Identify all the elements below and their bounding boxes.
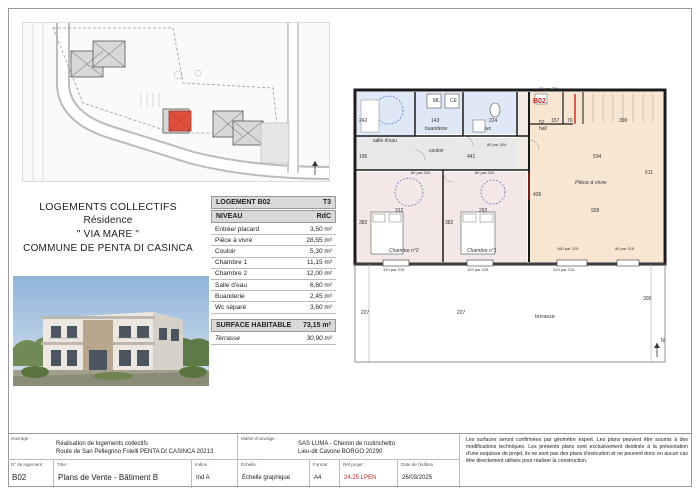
format-cell: [310, 460, 340, 488]
room-chambre2-label: Chambre n°2: [389, 248, 419, 254]
total-label: SURFACE HABITABLE: [216, 321, 292, 329]
echelle-value: Échelle graphique: [242, 475, 291, 481]
dim-label: 157: [551, 118, 560, 124]
dim-label: 227: [457, 310, 466, 316]
total-value: 73,15 m²: [302, 321, 331, 329]
floor-plan: [343, 80, 673, 372]
room-name: Wc séparé: [215, 303, 247, 311]
room-wc-label: wc: [485, 126, 492, 132]
room-salle-eau-label: salle d'eau: [373, 138, 397, 144]
room-chambre1-label: Chambre n°1: [467, 248, 497, 254]
title-line-2: Résidence: [83, 215, 133, 226]
format-label: Format: [313, 462, 328, 467]
table-row: [211, 224, 336, 235]
table-row: [211, 291, 336, 302]
titre-cell: [54, 460, 192, 488]
echelle-label: Échelle :: [241, 462, 259, 467]
room-name: Salle d'eau: [215, 281, 247, 289]
table-header-row: [211, 196, 336, 209]
dim-label: 195: [359, 154, 368, 160]
north-arrow-label: N: [661, 338, 665, 344]
dim-label: 928: [591, 208, 600, 214]
room-name: Entrée/ placard: [215, 225, 260, 233]
dim-label: 227: [361, 310, 370, 316]
table-row: [211, 235, 336, 246]
num-label: N° de logement: [11, 462, 43, 467]
title-line-3: " VIA MARE ": [76, 229, 140, 240]
moa-line-1: SAS LUMA - Chemin de rustinchetto: [298, 441, 396, 447]
dim-label: 382: [359, 220, 368, 226]
room-ce-label: CE: [450, 98, 457, 104]
window-label: 160 par 215: [557, 246, 579, 251]
indice-cell: [192, 460, 238, 488]
dim-label: 70: [567, 118, 573, 124]
logement-num-cell: [8, 460, 54, 488]
ouvrage-line-2: Route de San Pellegrino Folelli PENTA DI CASINCA 20213: [56, 449, 214, 455]
terrace-value: 30,90 m²: [306, 335, 332, 343]
niveau-label: NIVEAU: [216, 213, 243, 220]
table-row: [211, 258, 336, 269]
window-label: 90 par 215: [615, 246, 635, 251]
room-hall-label: hall: [539, 126, 547, 132]
moa-line-2: Lieu-dit Cavone BORGO 20290: [298, 449, 383, 455]
room-name: Chambre 2: [215, 270, 248, 278]
ref-cell: [340, 460, 398, 488]
num-value: B02: [12, 473, 27, 482]
niveau-value: RdC: [316, 213, 331, 220]
moa-label: Maître d'ouvrage :: [241, 436, 278, 441]
table-row: [211, 269, 336, 280]
window-label: 120 par 215: [383, 267, 405, 272]
room-area: 3,50 m²: [309, 225, 332, 233]
building-render-image: [13, 276, 209, 386]
niveau-row: [211, 210, 336, 223]
titre-value: Plans de Vente - Bâtiment B: [58, 473, 159, 482]
title-line-4: COMMUNE DE PENTA DI CASINCA: [23, 243, 193, 254]
room-name: Chambre 1: [215, 259, 248, 267]
dim-label: 300: [619, 118, 628, 124]
title-block-footer: [8, 433, 692, 487]
moa-cell: [238, 434, 460, 460]
room-area: 5,30 m²: [309, 247, 332, 255]
ref-label: Ref projet :: [343, 462, 366, 467]
room-area: 3,60 m²: [309, 303, 332, 311]
logement-type: T3: [322, 199, 331, 206]
ouvrage-line-1: Réalisation de logements collectifs: [56, 441, 149, 447]
room-area: 28,55 m²: [306, 236, 332, 244]
format-value: A4: [314, 475, 322, 481]
door-label: 90 par 215: [539, 86, 559, 91]
echelle-cell: [238, 460, 310, 488]
room-piece-vivre-label: Pièce à vivre: [575, 180, 607, 186]
room-terrasse-label: terrasse: [535, 314, 555, 320]
project-title-block: [10, 186, 206, 270]
dim-label: 143: [431, 118, 440, 124]
dim-label: 382: [445, 220, 454, 226]
room-area: 11,15 m²: [306, 259, 332, 267]
room-ml-label: ML: [433, 98, 440, 104]
table-row: [211, 280, 336, 291]
unit-label: B02: [533, 98, 546, 105]
room-couloir-label: couloir: [429, 148, 444, 154]
dim-label: 441: [467, 154, 476, 160]
room-name: Buanderie: [215, 292, 245, 300]
terrace-label: Terrasse: [215, 335, 241, 343]
indice-label: Indice :: [195, 462, 210, 467]
titre-label: Titre :: [57, 462, 69, 467]
dim-label: 312: [395, 208, 404, 214]
dim-label: 52: [539, 120, 545, 126]
date-label: Date de l'édition: [401, 462, 434, 467]
date-value: 26/03/2025: [402, 475, 433, 481]
dim-label: 436: [533, 192, 542, 198]
dim-label: 224: [489, 118, 498, 124]
dim-label: 242: [359, 118, 368, 124]
title-line-1: LOGEMENTS COLLECTIFS: [39, 201, 177, 213]
room-area: 12,00 m²: [306, 270, 332, 278]
room-name: Couloir: [215, 247, 236, 255]
door-label: 80 par 204: [411, 170, 431, 175]
logement-label: LOGEMENT B02: [216, 199, 271, 206]
dim-label: 300: [643, 296, 652, 302]
table-row: [211, 246, 336, 257]
ouvrage-label: Ouvrage :: [11, 436, 31, 441]
terrace-row: [211, 334, 336, 345]
room-buanderie-label: buanderie: [425, 126, 448, 132]
site-plan: [22, 22, 330, 182]
table-row: [211, 302, 336, 313]
indice-value: Ind A: [196, 475, 210, 481]
total-row: [211, 319, 336, 332]
door-label: 80 par 204: [475, 170, 495, 175]
disclaimer-note: Les surfaces seront confirmées par géomètre expert. Les plans peuvent être soumis à des modifications techniques. Les présents plans sont exclusivement destinés à la présentation d'une esquisse de projet, ils ne sont pas des plans d'exécution et ne peuvent donc en aucun cas être directement utilisés pour réaliser la construction.: [466, 437, 688, 464]
dim-label: 534: [593, 154, 602, 160]
surface-table: [211, 196, 336, 345]
dim-label: 611: [645, 170, 653, 176]
date-cell: [398, 460, 460, 488]
door-label: 80 par 204: [487, 142, 507, 147]
room-area: 6,60 m²: [309, 281, 332, 289]
dim-label: 292: [479, 208, 488, 214]
window-label: 120 par 215: [553, 267, 575, 272]
ref-value: 24.25 LPEN: [344, 475, 377, 481]
room-name: Pièce à vivre: [215, 236, 253, 244]
room-area: 2,45 m²: [309, 292, 332, 300]
window-label: 120 par 215: [467, 267, 489, 272]
ouvrage-cell: [8, 434, 238, 460]
